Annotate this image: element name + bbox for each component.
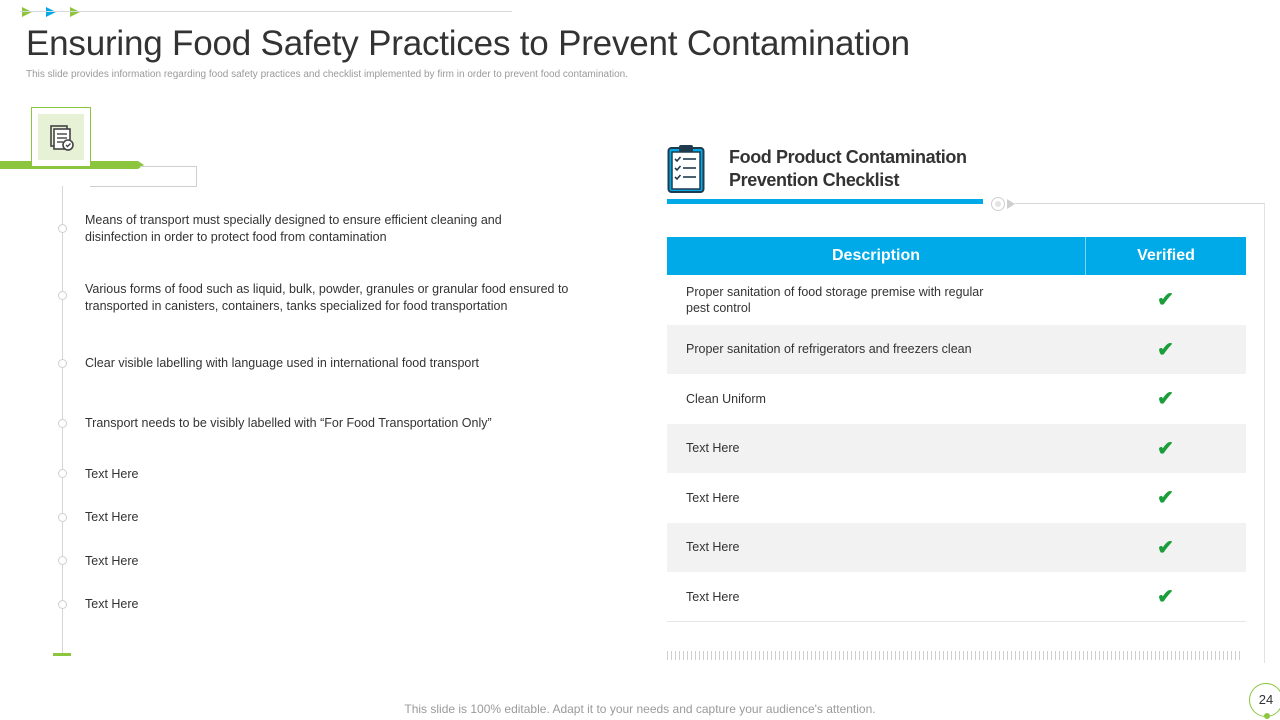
slide-title: Ensuring Food Safety Practices to Prevent Contamination [26,24,910,63]
table-row [667,325,1246,375]
bullet-dot [58,513,67,522]
connector-arrow-icon [1007,199,1015,209]
bullet-dot [58,469,67,478]
row-description: Proper sanitation of food storage premise with regular pest control [686,284,984,315]
page-dot-icon [1264,713,1270,719]
column-header-description: Description [667,237,1086,275]
row-description: Text Here [686,540,740,555]
connector-circle [991,197,1005,211]
page-number-badge [1249,683,1280,717]
table-row [667,424,1246,474]
check-icon: ✔ [1157,437,1174,460]
clipboard-checklist-icon [667,144,705,199]
bullet-dot [58,600,67,609]
row-description: Text Here [686,589,740,604]
connector-line [140,166,197,167]
bullet-text: Various forms of food such as liquid, bulk, powder, granules or granular food ensured to transported in canisters, containers, tanks specialized for food transportation [85,282,569,313]
row-description: Text Here [686,490,740,505]
connector-line [90,186,196,187]
section-icon-box [31,107,91,167]
arrow-green-icon [70,7,80,17]
check-icon: ✔ [1157,289,1174,312]
table-row [667,572,1246,622]
bullet-text: Transport needs to be visibly labelled with “For Food Transportation Only” [85,416,492,430]
top-divider [20,11,512,12]
footer-note: This slide is 100% editable. Adapt it to your needs and capture your audience's attention. [404,702,876,716]
bullet-text: Text Here [85,510,139,524]
bullet-text: Text Here [85,597,139,611]
check-icon: ✔ [1157,586,1174,609]
checklist-title [729,146,967,192]
table-header [667,237,1246,275]
bullet-dot [58,224,67,233]
check-icon: ✔ [1157,388,1174,411]
bullet-text: Clear visible labelling with language used in international food transport [85,356,479,370]
checklist-table [667,237,1246,622]
bullet-dot [58,359,67,368]
row-description: Text Here [686,441,740,456]
row-description: Proper sanitation of refrigerators and freezers clean [686,342,972,357]
connector-line [1264,203,1265,663]
checklist-title-line: Prevention Checklist [729,170,900,190]
bullet-dot [58,556,67,565]
slide-subtitle: This slide provides information regarding food safety practices and checklist implemented by firm in order to prevent food contamination. [26,69,628,80]
bullet-dot [58,419,67,428]
blue-accent-bar [667,199,983,204]
timeline-end-marker [53,653,71,656]
table-row [667,473,1246,523]
document-shield-icon [38,114,84,160]
table-row [667,374,1246,424]
arrow-blue-icon [46,7,56,17]
table-row [667,275,1246,325]
check-icon: ✔ [1157,487,1174,510]
connector-line [1015,203,1265,204]
arrow-green-icon [22,7,32,17]
bullet-text: Means of transport must specially designed to ensure efficient cleaning and disinfection in order to protect food from contamination [85,213,502,244]
bullet-text: Text Here [85,554,139,568]
checklist-title-line: Food Product Contamination [729,147,967,167]
bullet-dot [58,291,67,300]
bullet-text: Text Here [85,467,139,481]
column-header-verified: Verified [1137,247,1195,264]
table-bottom-border [667,621,1246,622]
check-icon: ✔ [1157,338,1174,361]
row-description: Clean Uniform [686,391,766,406]
check-icon: ✔ [1157,536,1174,559]
page-number: 24 [1258,692,1274,707]
dashed-decoration [667,651,1241,660]
table-row [667,523,1246,573]
connector-line [196,166,197,187]
